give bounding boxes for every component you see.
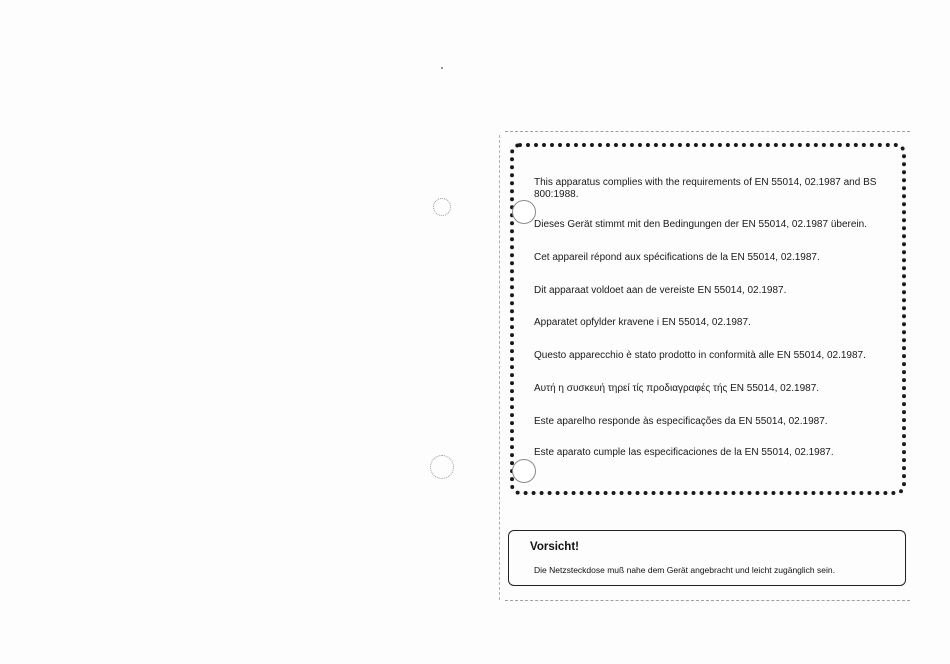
sheet-edge-bottom [505,600,910,601]
compliance-line-german: Dieses Gerät stimmt mit den Bedingungen der EN 55014, 02.1987 überein. [534,219,867,230]
compliance-line-english: This apparatus complies with the requirements of EN 55014, 02.1987 and BS 800:1988. [534,177,877,200]
compliance-line-danish: Apparatet opfylder kravene i EN 55014, 02.1987. [534,317,751,328]
scan-artifact-mark [433,198,451,216]
warning-box [508,530,906,586]
scan-artifact-mark [430,455,454,479]
warning-title: Vorsicht! [530,541,579,553]
warning-text: Die Netzsteckdose muß nahe dem Gerät angebracht und leicht zugänglich sein. [534,565,835,575]
compliance-line-portuguese: Este aparelho responde às especificações da EN 55014, 02.1987. [534,416,828,427]
scan-speck [441,67,443,69]
compliance-line-italian: Questo apparecchio è stato prodotto in conformità alle EN 55014, 02.1987. [534,350,866,361]
compliance-line-greek: Αυτή η συσκευή τηρεί τίς προδιαγραφές τής EN 55014, 02.1987. [534,383,820,394]
punch-hole [512,459,536,483]
sheet-edge-left [499,135,500,600]
compliance-line-french: Cet appareil répond aux spécifications de la EN 55014, 02.1987. [534,252,820,263]
compliance-line-dutch: Dit apparaat voldoet aan de vereiste EN 55014, 02.1987. [534,285,787,296]
compliance-line-spanish: Este aparato cumple las especificaciones de la EN 55014, 02.1987. [534,447,834,458]
punch-hole [512,200,536,224]
sheet-edge-top [505,131,910,132]
